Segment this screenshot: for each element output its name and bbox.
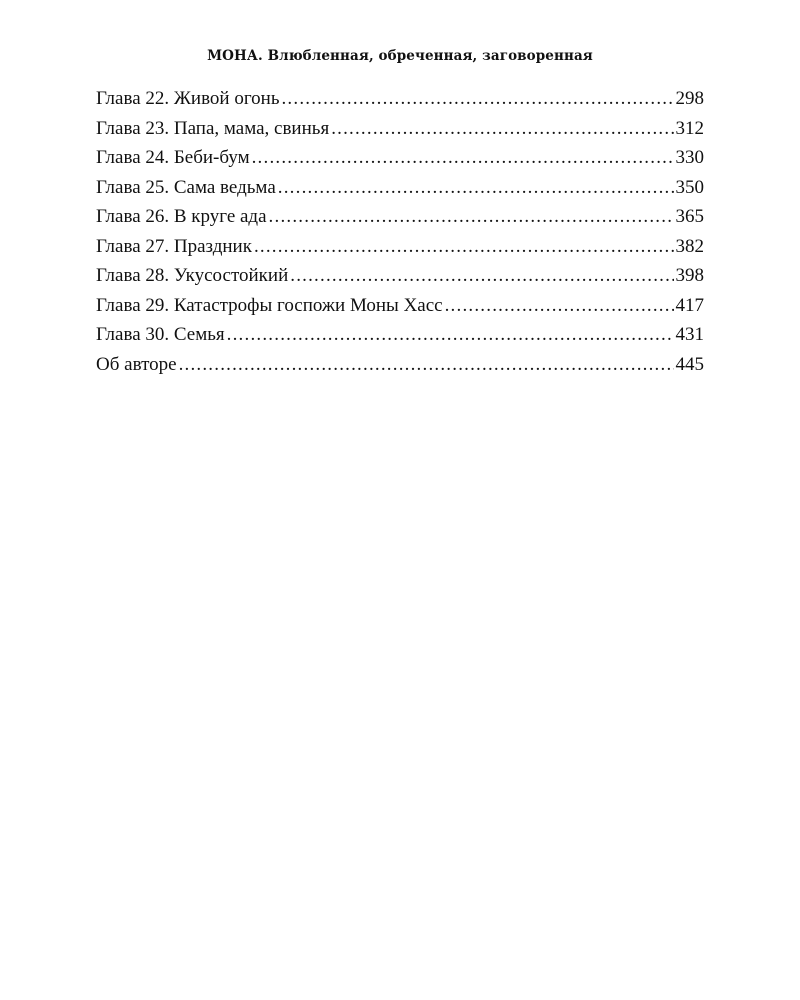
table-of-contents: [96, 88, 704, 383]
toc-entry-page: 330: [675, 147, 704, 168]
toc-entry: [96, 236, 704, 266]
toc-entry: [96, 354, 704, 384]
toc-entry: [96, 206, 704, 236]
toc-entry: [96, 324, 704, 354]
toc-entry: [96, 88, 704, 118]
dot-leader: [281, 88, 673, 110]
toc-entry-page: 312: [675, 117, 704, 139]
dot-leader: [445, 295, 674, 317]
dot-leader: [254, 236, 674, 258]
dot-leader: [227, 324, 674, 346]
dot-leader: [269, 206, 674, 228]
toc-entry-title: Глава 25. Сама ведьма: [96, 176, 276, 198]
toc-entry-page: 365: [675, 206, 704, 227]
dot-leader: [252, 147, 674, 169]
toc-entry-page: 298: [675, 88, 704, 109]
dot-leader: [331, 118, 673, 140]
toc-entry-page: 350: [675, 176, 704, 198]
toc-entry: [96, 177, 704, 207]
toc-entry-page: 431: [675, 324, 704, 345]
toc-entry-title: Глава 29. Катастрофы госпожи Моны Хасс: [96, 294, 443, 316]
toc-entry-page: 382: [675, 235, 704, 257]
toc-entry: [96, 295, 704, 325]
toc-entry-title: Глава 27. Праздник: [96, 235, 252, 257]
toc-entry-title: Об авторе: [96, 353, 177, 375]
toc-entry-title: Глава 24. Беби-бум: [96, 147, 250, 168]
toc-entry-title: Глава 30. Семья: [96, 324, 225, 345]
toc-entry-title: Глава 28. Укусостойкий: [96, 265, 289, 286]
toc-entry-page: 417: [675, 294, 704, 316]
toc-entry: [96, 118, 704, 148]
toc-entry: [96, 147, 704, 177]
running-header: МОНА. Влюбленная, обреченная, заговоренная: [207, 48, 593, 64]
dot-leader: [179, 354, 674, 376]
toc-entry-page: 398: [675, 265, 704, 286]
dot-leader: [290, 265, 673, 287]
toc-entry-title: Глава 22. Живой огонь: [96, 88, 280, 109]
toc-entry-page: 445: [675, 353, 704, 375]
dot-leader: [278, 177, 674, 199]
toc-entry: [96, 265, 704, 295]
toc-entry-title: Глава 23. Папа, мама, свинья: [96, 117, 330, 139]
toc-entry-title: Глава 26. В круге ада: [96, 206, 267, 227]
